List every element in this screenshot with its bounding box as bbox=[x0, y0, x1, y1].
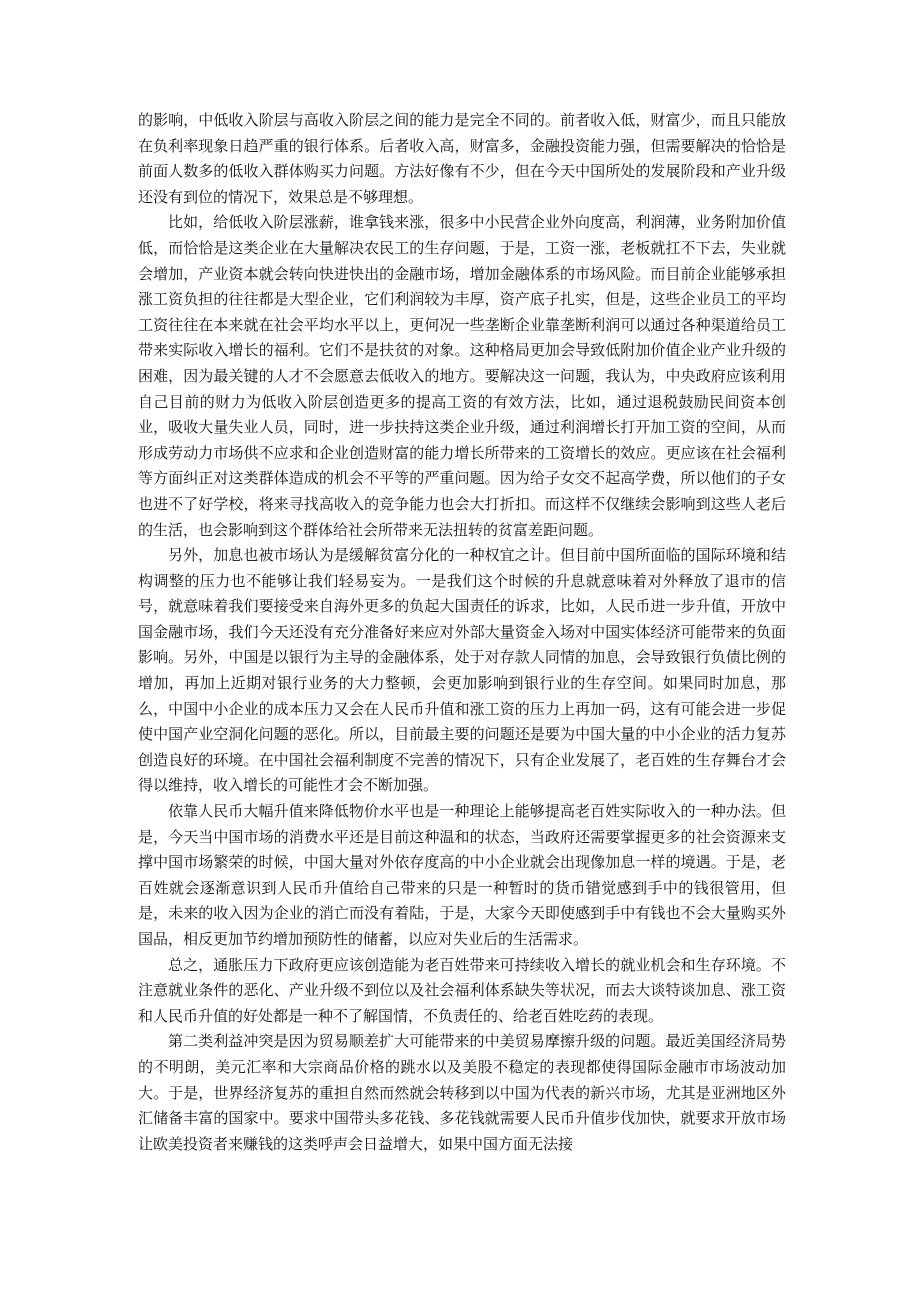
paragraph-4: 依靠人民币大幅升值来降低物价水平也是一种理论上能够提高老百姓实际收入的一种办法。但是，今天当中国市场的消费水平还是目前这种温和的状态，当政府还需要掌握更多的社会资源来支撑中国市场繁荣的时候，中国大量对外依存度高的中小企业就会出现像加息一样的境遇。于是，老百姓就会逐渐意识到人民币升值给自己带来的只是一种暂时的货币错觉感到手中的钱很管用，但是，未来的收入因为企业的消亡而没有着陆，于是，大家今天即使感到手中有钱也不会大量购买外国品，相反更加节约增加预防性的储蓄，以应对失业后的生活需求。 bbox=[138, 802, 786, 948]
paragraph-1: 的影响，中低收入阶层与高收入阶层之间的能力是完全不同的。前者收入低，财富少，而且只能放在负利率现象日趋严重的银行体系。后者收入高，财富多，金融投资能力强，但需要解决的恰恰是前面人数多的低收入群体购买力问题。方法好像有不少，但在今天中国所处的发展阶段和产业升级还没有到位的情况下，效果总是不够理想。 bbox=[138, 111, 786, 206]
paragraph-6: 第二类利益冲突是因为贸易顺差扩大可能带来的中美贸易摩擦升级的问题。最近美国经济局势的不明朗，美元汇率和大宗商品价格的跳水以及美股不稳定的表现都使得国际金融市市场波动加大。于是，世界经济复苏的重担自然而然就会转移到以中国为代表的新兴市场，尤其是亚洲地区外汇储备丰富的国家中。要求中国带头多花钱、多花钱就需要人民币升值步伐加快，就要求开放市场让欧美投资者来赚钱的这类呼声会日益增大，如果中国方面无法接 bbox=[138, 1032, 786, 1153]
paragraph-2: 比如，给低收入阶层涨薪，谁拿钱来涨，很多中小民营企业外向度高，利润薄，业务附加价值低，而恰恰是这类企业在大量解决农民工的生存问题，于是，工资一涨，老板就扛不下去，失业就会增加，产业资本就会转向快进快出的金融市场，增加金融体系的市场风险。而目前企业能够承担涨工资负担的往往都是大型企业，它们利润较为丰厚，资产底子扎实，但是，这些企业员工的平均工资往往在本来就在社会平均水平以上，更何况一些垄断企业靠垄断利润可以通过各种渠道给员工带来实际收入增长的福利。它们不是扶贫的对象。这种格局更加会导致低附加价值企业产业升级的困难，因为最关键的人才不会愿意去低收入的地方。要解决这一问题，我认为，中央政府应该利用自己目前的财力为低收入阶层创造更多的提高工资的有效方法，比如，通过退税鼓励民间资本创业，吸收大量失业人员，同时，进一步扶持这类企业升级，通过利润增长打开加工资的空间，从而形成劳动力市场供不应求和企业创造财富的能力增长所带来的工资增长的效应。更应该在社会福利等方面纠正对这类群体造成的机会不平等的严重问题。因为给子女交不起高学费，所以他们的子女也进不了好学校，将来寻找高收入的竞争能力也会大打折扣。而这样不仅继续会影响到这些人老后的生活，也会影响到这个群体给社会所带来无法扭转的贫富差距问题。 bbox=[138, 213, 786, 539]
paragraph-3: 另外，加息也被市场认为是缓解贫富分化的一种权宜之计。但目前中国所面临的国际环境和结构调整的压力也不能够让我们轻易妄为。一是我们这个时候的升息就意味着对外释放了退市的信号，就意味着我们要接受来自海外更多的负起大国责任的诉求，比如，人民币进一步升值，开放中国金融市场，我们今天还没有充分准备好来应对外部大量资金入场对中国实体经济可能带来的负面影响。另外，中国是以银行为主导的金融体系，处于对存款人同情的加息，会导致银行负债比例的增加，再加上近期对银行业务的大力整顿，会更加影响到银行业的生存空间。如果同时加息，那么，中国中小企业的成本压力又会在人民币升值和涨工资的压力上再加一码，这有可能会进一步促使中国产业空洞化问题的恶化。所以，目前最主要的问题还是要为中国大量的中小企业的活力复苏创造良好的环境。在中国社会福利制度不完善的情况下，只有企业发展了，老百姓的生存舞台才会得以维持，收入增长的可能性才会不断加强。 bbox=[138, 546, 786, 795]
paragraph-5: 总之，通胀压力下政府更应该创造能为老百姓带来可持续收入增长的就业机会和生存环境。不注意就业条件的恶化、产业升级不到位以及社会福利体系缺失等状况，而去大谈特谈加息、涨工资和人民币升值的好处都是一种不了解国情，不负责任的、给老百姓吃药的表现。 bbox=[138, 955, 786, 1025]
document-body bbox=[138, 108, 786, 1157]
